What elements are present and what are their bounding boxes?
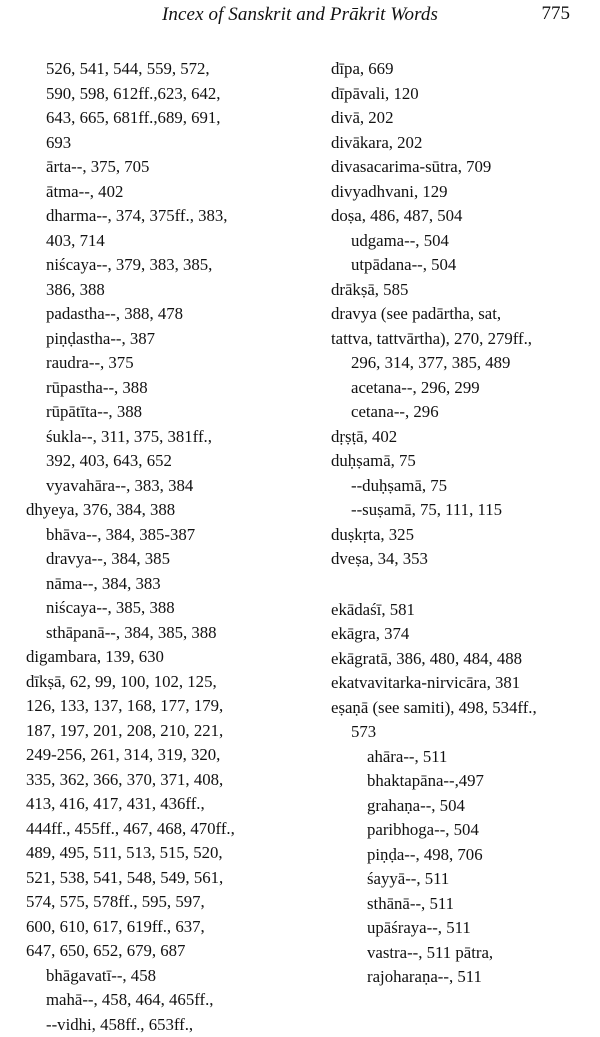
- index-entry: doṣa, 486, 487, 504: [331, 204, 596, 229]
- index-subentry: rūpātīta--, 388: [26, 400, 316, 425]
- index-subentry: piṇḍa--, 498, 706: [331, 843, 596, 868]
- index-entry: digambara, 139, 630: [26, 645, 316, 670]
- index-subentry: acetana--, 296, 299: [331, 376, 596, 401]
- index-entry: dravya (see padārtha, sat,: [331, 302, 596, 327]
- index-subentry: niścaya--, 385, 388: [26, 596, 316, 621]
- index-subentry: 526, 541, 544, 559, 572,: [26, 57, 316, 82]
- index-subentry: 643, 665, 681ff.,689, 691,: [26, 106, 316, 131]
- index-subentry: rūpastha--, 388: [26, 376, 316, 401]
- index-entry: 187, 197, 201, 208, 210, 221,: [26, 719, 316, 744]
- index-entry: duḥṣamā, 75: [331, 449, 596, 474]
- index-entry: 335, 362, 366, 370, 371, 408,: [26, 768, 316, 793]
- index-entry: divasacarima-sūtra, 709: [331, 155, 596, 180]
- index-entry: dveṣa, 34, 353: [331, 547, 596, 572]
- index-subentry: śayyā--, 511: [331, 867, 596, 892]
- index-entry: 521, 538, 541, 548, 549, 561,: [26, 866, 316, 891]
- index-subentry: sthāpanā--, 384, 385, 388: [26, 621, 316, 646]
- index-entry: duṣkṛta, 325: [331, 523, 596, 548]
- index-entry: 126, 133, 137, 168, 177, 179,: [26, 694, 316, 719]
- index-subentry: 573: [331, 720, 596, 745]
- index-subentry: mahā--, 458, 464, 465ff.,: [26, 988, 316, 1013]
- index-entry: tattva, tattvārtha), 270, 279ff.,: [331, 327, 596, 352]
- index-entry: 444ff., 455ff., 467, 468, 470ff.,: [26, 817, 316, 842]
- index-subentry: vyavahāra--, 383, 384: [26, 474, 316, 499]
- index-subentry: paribhoga--, 504: [331, 818, 596, 843]
- index-subentry: piṇḍastha--, 387: [26, 327, 316, 352]
- index-subentry: utpādana--, 504: [331, 253, 596, 278]
- index-subentry: dravya--, 384, 385: [26, 547, 316, 572]
- index-subentry: --vidhi, 458ff., 653ff.,: [26, 1013, 316, 1037]
- index-subentry: cetana--, 296: [331, 400, 596, 425]
- index-entry: 413, 416, 417, 431, 436ff.,: [26, 792, 316, 817]
- index-subentry: dharma--, 374, 375ff., 383,: [26, 204, 316, 229]
- index-entry: dṛṣṭā, 402: [331, 425, 596, 450]
- index-entry: ekādaśī, 581: [331, 598, 596, 623]
- running-header-title: Incex of Sanskrit and Prākrit Words: [0, 4, 600, 26]
- index-subentry: padastha--, 388, 478: [26, 302, 316, 327]
- index-column-right: [331, 57, 596, 990]
- index-subentry: upāśraya--, 511: [331, 916, 596, 941]
- index-entry: dhyeya, 376, 384, 388: [26, 498, 316, 523]
- index-entry: eṣaṇā (see samiti), 498, 534ff.,: [331, 696, 596, 721]
- index-entry: 249-256, 261, 314, 319, 320,: [26, 743, 316, 768]
- index-subentry: rajoharaṇa--, 511: [331, 965, 596, 990]
- index-entry: 647, 650, 652, 679, 687: [26, 939, 316, 964]
- index-subentry: 392, 403, 643, 652: [26, 449, 316, 474]
- index-entry: ekatvavitarka-nirvicāra, 381: [331, 671, 596, 696]
- index-entry: 574, 575, 578ff., 595, 597,: [26, 890, 316, 915]
- index-entry: drākṣā, 585: [331, 278, 596, 303]
- index-entry: ekāgra, 374: [331, 622, 596, 647]
- page-number: 775: [542, 3, 571, 25]
- index-entry: 489, 495, 511, 513, 515, 520,: [26, 841, 316, 866]
- index-column-left: [26, 57, 316, 1037]
- index-subentry: vastra--, 511 pātra,: [331, 941, 596, 966]
- index-subentry: niścaya--, 379, 383, 385,: [26, 253, 316, 278]
- index-subentry: sthānā--, 511: [331, 892, 596, 917]
- index-subentry: grahaṇa--, 504: [331, 794, 596, 819]
- index-subentry: ārta--, 375, 705: [26, 155, 316, 180]
- index-subentry: 590, 598, 612ff.,623, 642,: [26, 82, 316, 107]
- index-subentry: raudra--, 375: [26, 351, 316, 376]
- index-subentry: 386, 388: [26, 278, 316, 303]
- index-subentry: bhaktapāna--,497: [331, 769, 596, 794]
- index-subentry: śukla--, 311, 375, 381ff.,: [26, 425, 316, 450]
- index-subentry: ātma--, 402: [26, 180, 316, 205]
- section-gap: [331, 572, 596, 598]
- index-entry: divākara, 202: [331, 131, 596, 156]
- index-subentry: ahāra--, 511: [331, 745, 596, 770]
- index-subentry: udgama--, 504: [331, 229, 596, 254]
- index-subentry: --suṣamā, 75, 111, 115: [331, 498, 596, 523]
- index-entry: ekāgratā, 386, 480, 484, 488: [331, 647, 596, 672]
- index-subentry: 403, 714: [26, 229, 316, 254]
- index-subentry: bhāva--, 384, 385-387: [26, 523, 316, 548]
- index-entry: dīkṣā, 62, 99, 100, 102, 125,: [26, 670, 316, 695]
- index-subentry: 296, 314, 377, 385, 489: [331, 351, 596, 376]
- index-entry: 600, 610, 617, 619ff., 637,: [26, 915, 316, 940]
- index-subentry: bhāgavatī--, 458: [26, 964, 316, 989]
- index-subentry: 693: [26, 131, 316, 156]
- index-entry: dīpa, 669: [331, 57, 596, 82]
- index-subentry: nāma--, 384, 383: [26, 572, 316, 597]
- index-entry: divyadhvani, 129: [331, 180, 596, 205]
- index-entry: dīpāvali, 120: [331, 82, 596, 107]
- index-entry: divā, 202: [331, 106, 596, 131]
- index-subentry: --duḥṣamā, 75: [331, 474, 596, 499]
